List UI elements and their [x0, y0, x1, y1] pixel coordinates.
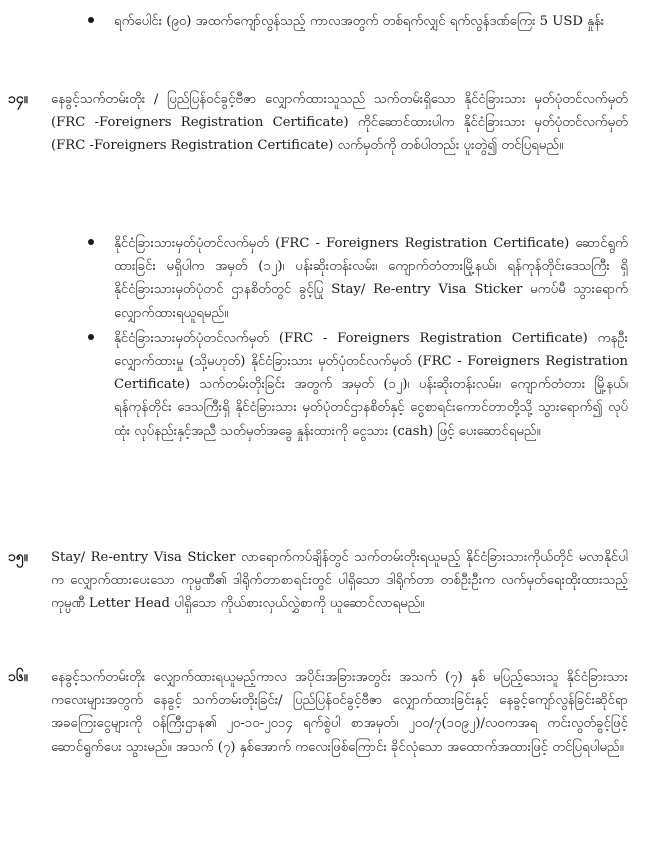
paragraph-number: ၁၄။ [8, 91, 28, 107]
paragraph-14-bullets [86, 232, 628, 443]
list-item [86, 232, 628, 325]
bullet-text: နိုင်ငံခြားသားမှတ်ပုံတင်လက်မှတ် (FRC - Foreigners Registration Certificate) ဆောင်ရွက်ထားခြင်း မရှိပါက အမှတ် (၁၂)၊ ပန်းဆိုးတန်းလမ်း၊ ကျောက်တံတားမြို့နယ်၊ ရန်ကုန်တိုင်းဒေသကြီး ရှိ နိုင်ငံခြားသားမှတ်ပုံတင် ဌာနစိတ်တွင် ခွင့်ပြု Stay/ Re-entry Visa Sticker မကပ်မီ သွားရောက် လျှောက်ထားရယူရမည်။ [114, 236, 628, 321]
fee-bullet-block [86, 10, 630, 33]
paragraph-number: ၁၆။ [8, 669, 28, 685]
bullet-text: နိုင်ငံခြားသားမှတ်ပုံတင်လက်မှတ် (FRC - Foreigners Registration Certificate) ကနဦး လျှောက်ထားမှု (သို့မဟုတ်) နိုင်ငံခြားသား မှတ်ပုံတင်လက်မှတ် (FRC - Foreigners Registration Certificate) သက်တမ်းတိုးခြင်း အတွက် အမှတ် (၁၂)၊ ပန်းဆိုးတန်းလမ်း၊ ကျောက်တံတား မြို့နယ်၊ ရန်ကုန်တိုင်း ဒေသကြီးရှိ နိုင်ငံခြားသား မှတ်ပုံတင်ဌာနစိတ်နှင့် ငွေစာရင်းကောင်တာတို့သို့ သွားရောက်၍ လုပ်ထုံး လုပ်နည်းနှင့်အညီ သတ်မှတ်အခွေ နှုန်းထားကို ငွေသား (cash) ဖြင့် ပေးဆောင်ရမည်။ [114, 330, 628, 439]
bullet-icon [88, 17, 94, 23]
paragraph-15 [8, 546, 628, 616]
bullet-text: ရက်ပေါင်း (၉၀) အထက်ကျော်လွန်သည့် ကာလအတွက် တစ်ရက်လျှင် ရက်လွန်ဒဏ်ကြေး 5 USD နှုန်း [114, 14, 605, 29]
paragraph-number: ၁၅။ [8, 549, 28, 565]
list-item [86, 10, 630, 33]
paragraph-text: Stay/ Re-entry Visa Sticker လာရောက်ကပ်ချိန်တွင် သက်တမ်းတိုးရယူမည့် နိုင်ငံခြားသားကိုယ်တိုင် မလာနိုင်ပါက လျှောက်ထားပေးသော ကုမ္ပဏီ၏ ဒါရိုက်တာစာရင်းတွင် ပါရှိသော ဒါရိုက်တာ တစ်ဦးဦးက လက်မှတ်ရေးထိုးထားသည့် ကုမ္ပဏီ Letter Head ပါရှိသော ကိုယ်စားလှယ်လွှဲစာကို ယူဆောင်လာရမည်။ [51, 550, 628, 612]
paragraph-text: နေခွင့်သက်တမ်းတိုး လျှောက်ထားရယူမည့်ကာလ အပိုင်းအခြားအတွင်း အသက် (၇) နှစ် မပြည့်သေးသူ နိုင်ငံခြားသား ကလေးများအတွက် နေခွင့် သက်တမ်းတိုးခြင်း/ ပြည်ပြန်ဝင်ခွင့်ဗီဇာ လျှောက်ထားခြင်းနှင့် နေခွင့်ကျော်လွန်ခြင်းဆိုင်ရာ အခကြေးငွေများကို ဝန်ကြီးဌာန၏ ၂၀-၁၀-၂၀၁၄ ရက်စွဲပါ စာအမှတ်၊ ၂၀၀/၇(၁၀၉၂)/လဝကအရ ကင်းလွတ်ခွင့်ဖြင့် ဆောင်ရွက်ပေး သွားမည်။ အသက် (၇) နှစ်အောက် ကလေးဖြစ်ကြောင်း ခိုင်လုံသော အထောက်အထားဖြင့် တင်ပြရပါမည်။ [51, 670, 628, 755]
bullet-icon [88, 239, 94, 245]
paragraph-14 [8, 88, 628, 158]
list-item [86, 327, 628, 443]
bullet-icon [88, 334, 94, 340]
paragraph-text: နေခွင့်သက်တမ်းတိုး / ပြည်ပြန်ဝင်ခွင့်ဗီဇာ လျှောက်ထားသူသည် သက်တမ်းရှိသော နိုင်ငံခြားသား မှတ်ပုံတင်လက်မှတ် (FRC -Foreigners Registration Certificate) ကိုင်ဆောင်ထားပါက နိုင်ငံခြားသား မှတ်ပုံတင်လက်မှတ် (FRC -Foreigners Registration Certificate) လက်မှတ်ကို တစ်ပါတည်း ပူးတွဲ၍ တင်ပြရမည်။ [51, 92, 628, 154]
paragraph-16 [8, 666, 628, 759]
